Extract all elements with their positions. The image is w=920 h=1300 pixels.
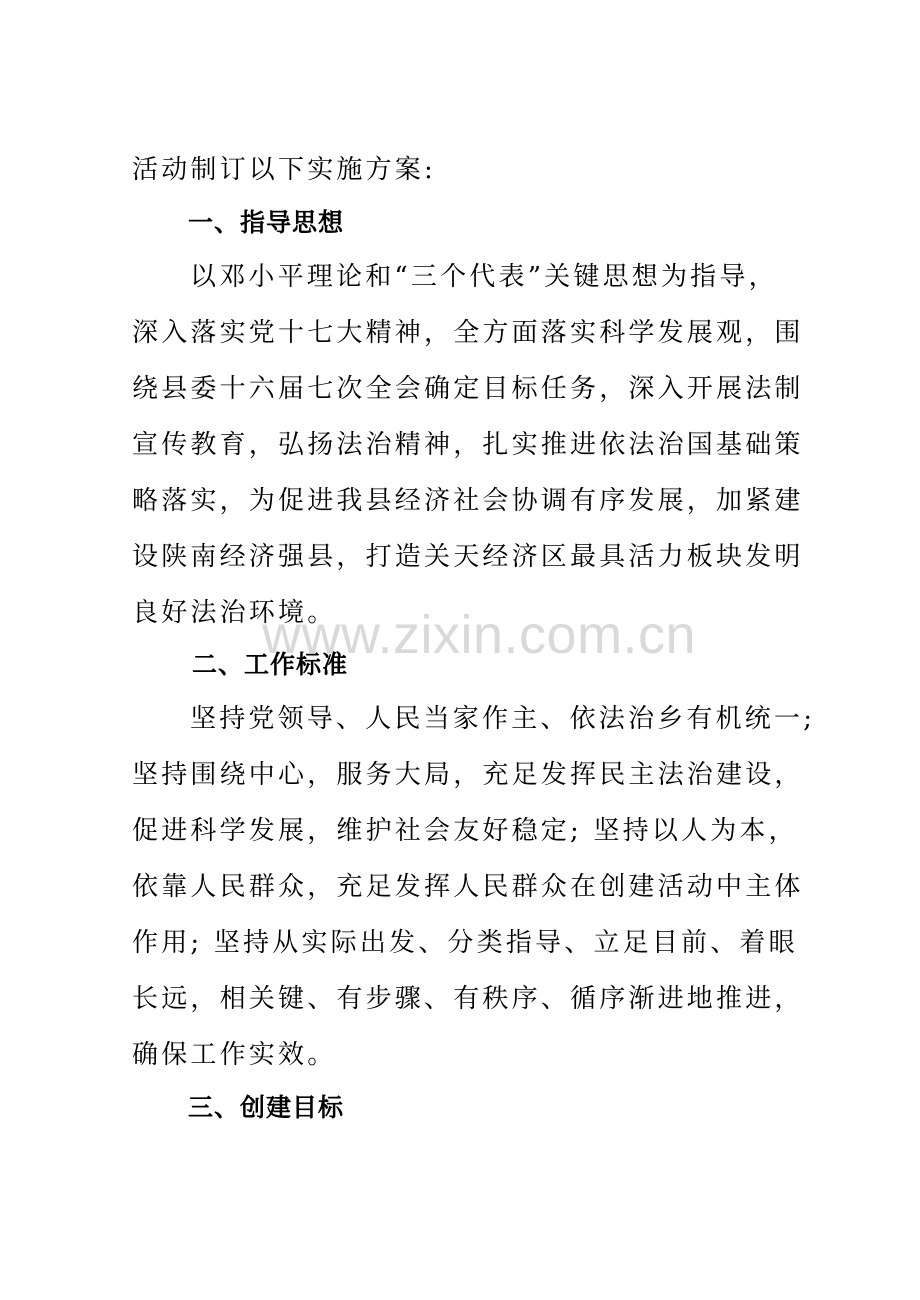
paragraph-line: 促进科学发展，维护社会友好稳定; 坚持以人为本， [132,816,798,846]
paragraph-line: 良好法治环境。 [132,598,337,628]
section-heading-creation-goals: 三、创建目标 [188,1093,345,1122]
paragraph-line: 宣传教育，弘扬法治精神，扎实推进依法治国基础策 [132,430,804,460]
paragraph-line: 略落实，为促进我县经济社会协调有序发展，加紧建 [132,486,804,516]
paragraph-line: 以邓小平理论和“三个代表”关键思想为指导， [190,262,778,292]
paragraph-line: 设陕南经济强县，打造关天经济区最具活力板块发明 [132,542,804,572]
section-heading-guiding-ideology: 一、指导思想 [188,208,345,237]
paragraph-line: 长远，相关键、有步骤、有秩序、循序渐进地推进， [132,984,804,1014]
paragraph-line: 作用; 坚持从实际出发、分类指导、立足目前、着眼 [132,928,798,958]
paragraph-line: 深入落实党十七大精神，全方面落实科学发展观，围 [132,318,804,348]
paragraph-line: 坚持党领导、人民当家作主、依法治乡有机统一; [190,704,816,734]
section-heading-work-standards: 二、工作标准 [192,650,349,679]
paragraph-line: 确保工作实效。 [132,1040,337,1070]
intro-line: 活动制订以下实施方案: [132,155,436,185]
paragraph-line: 绕县委十六届七次全会确定目标任务，深入开展法制 [132,374,804,404]
watermark: www.zixin.com.cn [262,605,697,665]
paragraph-line: 依靠人民群众，充足发挥人民群众在创建活动中主体 [132,872,804,902]
paragraph-line: 坚持围绕中心，服务大局，充足发挥民主法治建设， [132,760,804,790]
